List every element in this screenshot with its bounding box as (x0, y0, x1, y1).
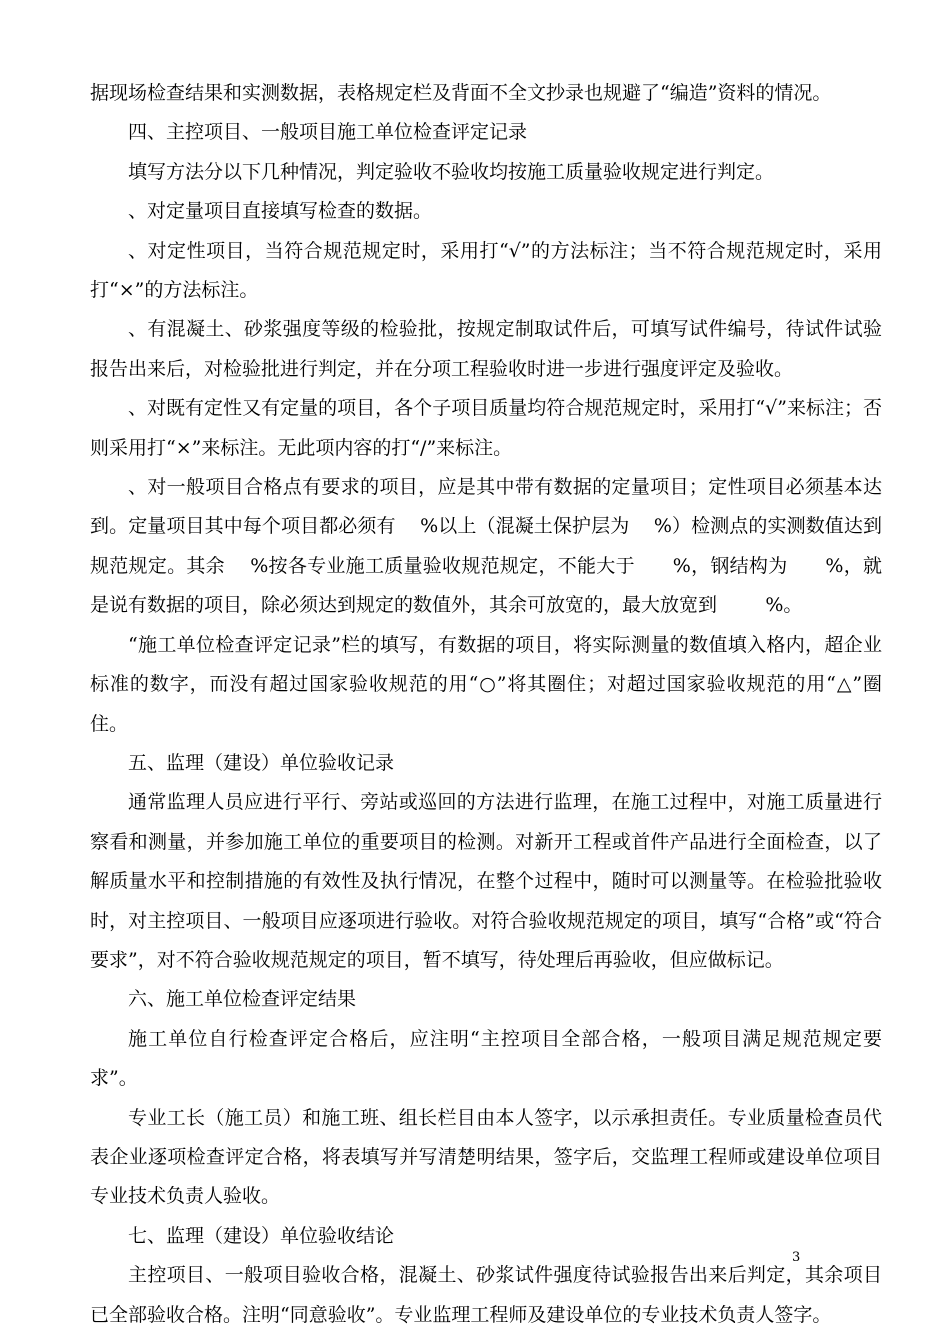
list-item: 、对既有定性又有定量的项目，各个子项目质量均符合规范规定时，采用打“√”来标注；否则采用打“×”来标注。无此项内容的打“/”来标注。 (90, 397, 882, 459)
paragraph: 填写方法分以下几种情况，判定验收不验收均按施工质量验收规定进行判定。 (128, 160, 775, 183)
section-heading-5: 五、监理（建设）单位验收记录 (128, 751, 395, 774)
list-item: 、对定性项目，当符合规范规定时，采用打“√”的方法标注；当不符合规范规定时，采用打“×”的方法标注。 (90, 239, 882, 302)
list-item: 、对定量项目直接填写检查的数据。 (128, 200, 433, 223)
section-heading-4: 四、主控项目、一般项目施工单位检查评定记录 (128, 121, 528, 144)
paragraph: 主控项目、一般项目验收合格，混凝土、砂浆试件强度待试验报告出来后判定，其余项目已全部验收合格。注明“同意验收”。专业监理工程师及建设单位的专业技术负责人签字。 (90, 1264, 882, 1326)
page-number: 3 (792, 1250, 801, 1265)
paragraph: 通常监理人员应进行平行、旁站或巡回的方法进行监理，在施工过程中，对施工质量进行察看和测量，并参加施工单位的重要项目的检测。对新开工程或首件产品进行全面检查，以了解质量水平和控制措施的有效性及执行情况，在整个过程中，随时可以测量等。在检验批验收时，对主控项目、一般项目应逐项进行验收。对符合验收规范规定的项目，填写“合格”或“符合要求”，对不符合验收规范规定的项目，暂不填写，待处理后再验收，但应做标记。 (90, 791, 882, 971)
section-heading-7: 七、监理（建设）单位验收结论 (128, 1224, 395, 1247)
paragraph: “施工单位检查评定记录”栏的填写，有数据的项目，将实际测量的数值填入格内，超企业标准的数字，而没有超过国家验收规范的用“○”将其圈住；对超过国家验收规范的用“△”圈住。 (90, 633, 882, 735)
list-item: 、对一般项目合格点有要求的项目，应是其中带有数据的定量项目；定性项目必须基本达到。定量项目其中每个项目都必须有 %以上（混凝土保护层为 %）检测点的实测数值达到规范规定。其余 %按各专业施工质量验收规范规定，不能大于 %，钢结构为 %，就是说有数据的项目，除必须达到规定的数值外，其余可放宽的，最大放宽到 %。 (90, 476, 882, 617)
paragraph: 据现场检查结果和实测数据，表格规定栏及背面不全文抄录也规避了“编造”资料的情况。 (90, 82, 832, 104)
document-body (90, 74, 882, 1335)
paragraph: 施工单位自行检查评定合格后，应注明“主控项目全部合格，一般项目满足规范规定要求”。 (90, 1027, 882, 1090)
paragraph: 专业工长（施工员）和施工班、组长栏目由本人签字，以示承担责任。专业质量检查员代表企业逐项检查评定合格，将表填写并写清楚明结果，签字后，交监理工程师或建设单位项目专业技术负责人验收。 (90, 1106, 882, 1208)
section-heading-6: 六、施工单位检查评定结果 (128, 988, 357, 1011)
list-item: 、有混凝土、砂浆强度等级的检验批，按规定制取试件后，可填写试件编号，待试件试验报告出来后，对检验批进行判定，并在分项工程验收时进一步进行强度评定及验收。 (90, 318, 882, 380)
